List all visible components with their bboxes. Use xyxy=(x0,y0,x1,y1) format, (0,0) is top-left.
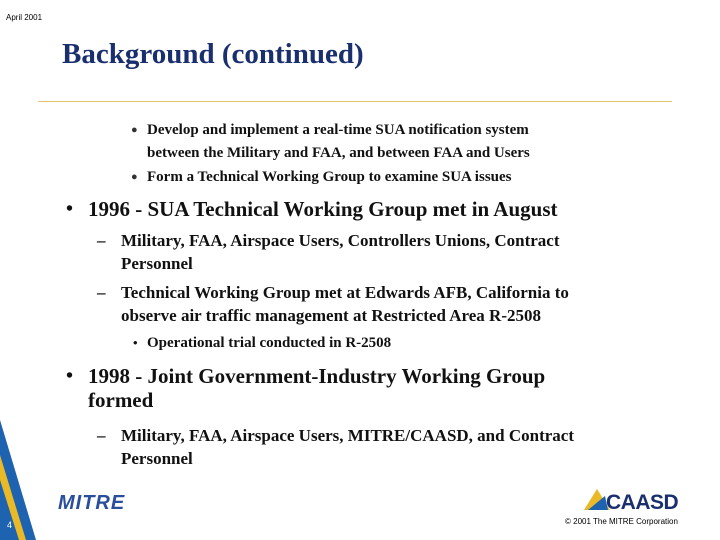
top-bullet-line: Form a Technical Working Group to examine SUA issues xyxy=(147,169,512,185)
copyright-notice: © 2001 The MITRE Corporation xyxy=(565,517,678,526)
sub-bullet xyxy=(97,229,701,275)
date-label: April 2001 xyxy=(6,13,43,22)
sub-bullet-line: observe air traffic management at Restricted Area R-2508 xyxy=(121,306,541,325)
bullet-icon: • xyxy=(66,198,74,220)
sub-bullet-line: Military, FAA, Airspace Users, MITRE/CAASD, and Contract xyxy=(121,426,574,445)
bullet-text: 1996 - SUA Technical Working Group met in August xyxy=(88,197,558,221)
sub-sub-bullet-text: Operational trial conducted in R-2508 xyxy=(147,335,392,351)
bullet-text: 1998 - Joint Government-Industry Working Group xyxy=(88,364,546,388)
bullet-icon: • xyxy=(133,335,138,350)
top-bullet-line: Develop and implement a real-time SUA notification system xyxy=(147,122,529,138)
sub-bullet-line: Technical Working Group met at Edwards AFB, California to xyxy=(121,283,569,302)
sub-bullet-line: Personnel xyxy=(121,449,193,468)
top-bullet xyxy=(131,166,627,189)
bullet-item xyxy=(66,197,688,221)
dash-icon: – xyxy=(97,426,106,445)
top-bullet-line: between the Military and FAA, and between FAA and Users xyxy=(147,145,530,161)
mitre-logo: MITRE xyxy=(58,492,126,514)
bullet-text: formed xyxy=(88,388,154,412)
dash-icon: – xyxy=(97,231,106,250)
bullet-item xyxy=(66,364,688,412)
page-number: 4 xyxy=(7,520,13,530)
top-bullet xyxy=(131,119,627,165)
sub-bullet xyxy=(97,424,701,470)
sub-sub-bullet xyxy=(133,333,647,353)
sub-bullet-line: Military, FAA, Airspace Users, Controllers Unions, Contract xyxy=(121,231,560,250)
sub-bullet-line: Personnel xyxy=(121,254,193,273)
sub-bullet xyxy=(97,281,701,327)
bullet-dot-icon: ● xyxy=(131,124,138,136)
caasd-logo: CAASD xyxy=(606,491,679,514)
page-title: Background (continued) xyxy=(62,38,364,70)
bullet-icon: • xyxy=(66,365,74,387)
title-divider xyxy=(38,101,672,102)
dash-icon: – xyxy=(97,283,106,302)
bullet-dot-icon: ● xyxy=(131,171,138,183)
